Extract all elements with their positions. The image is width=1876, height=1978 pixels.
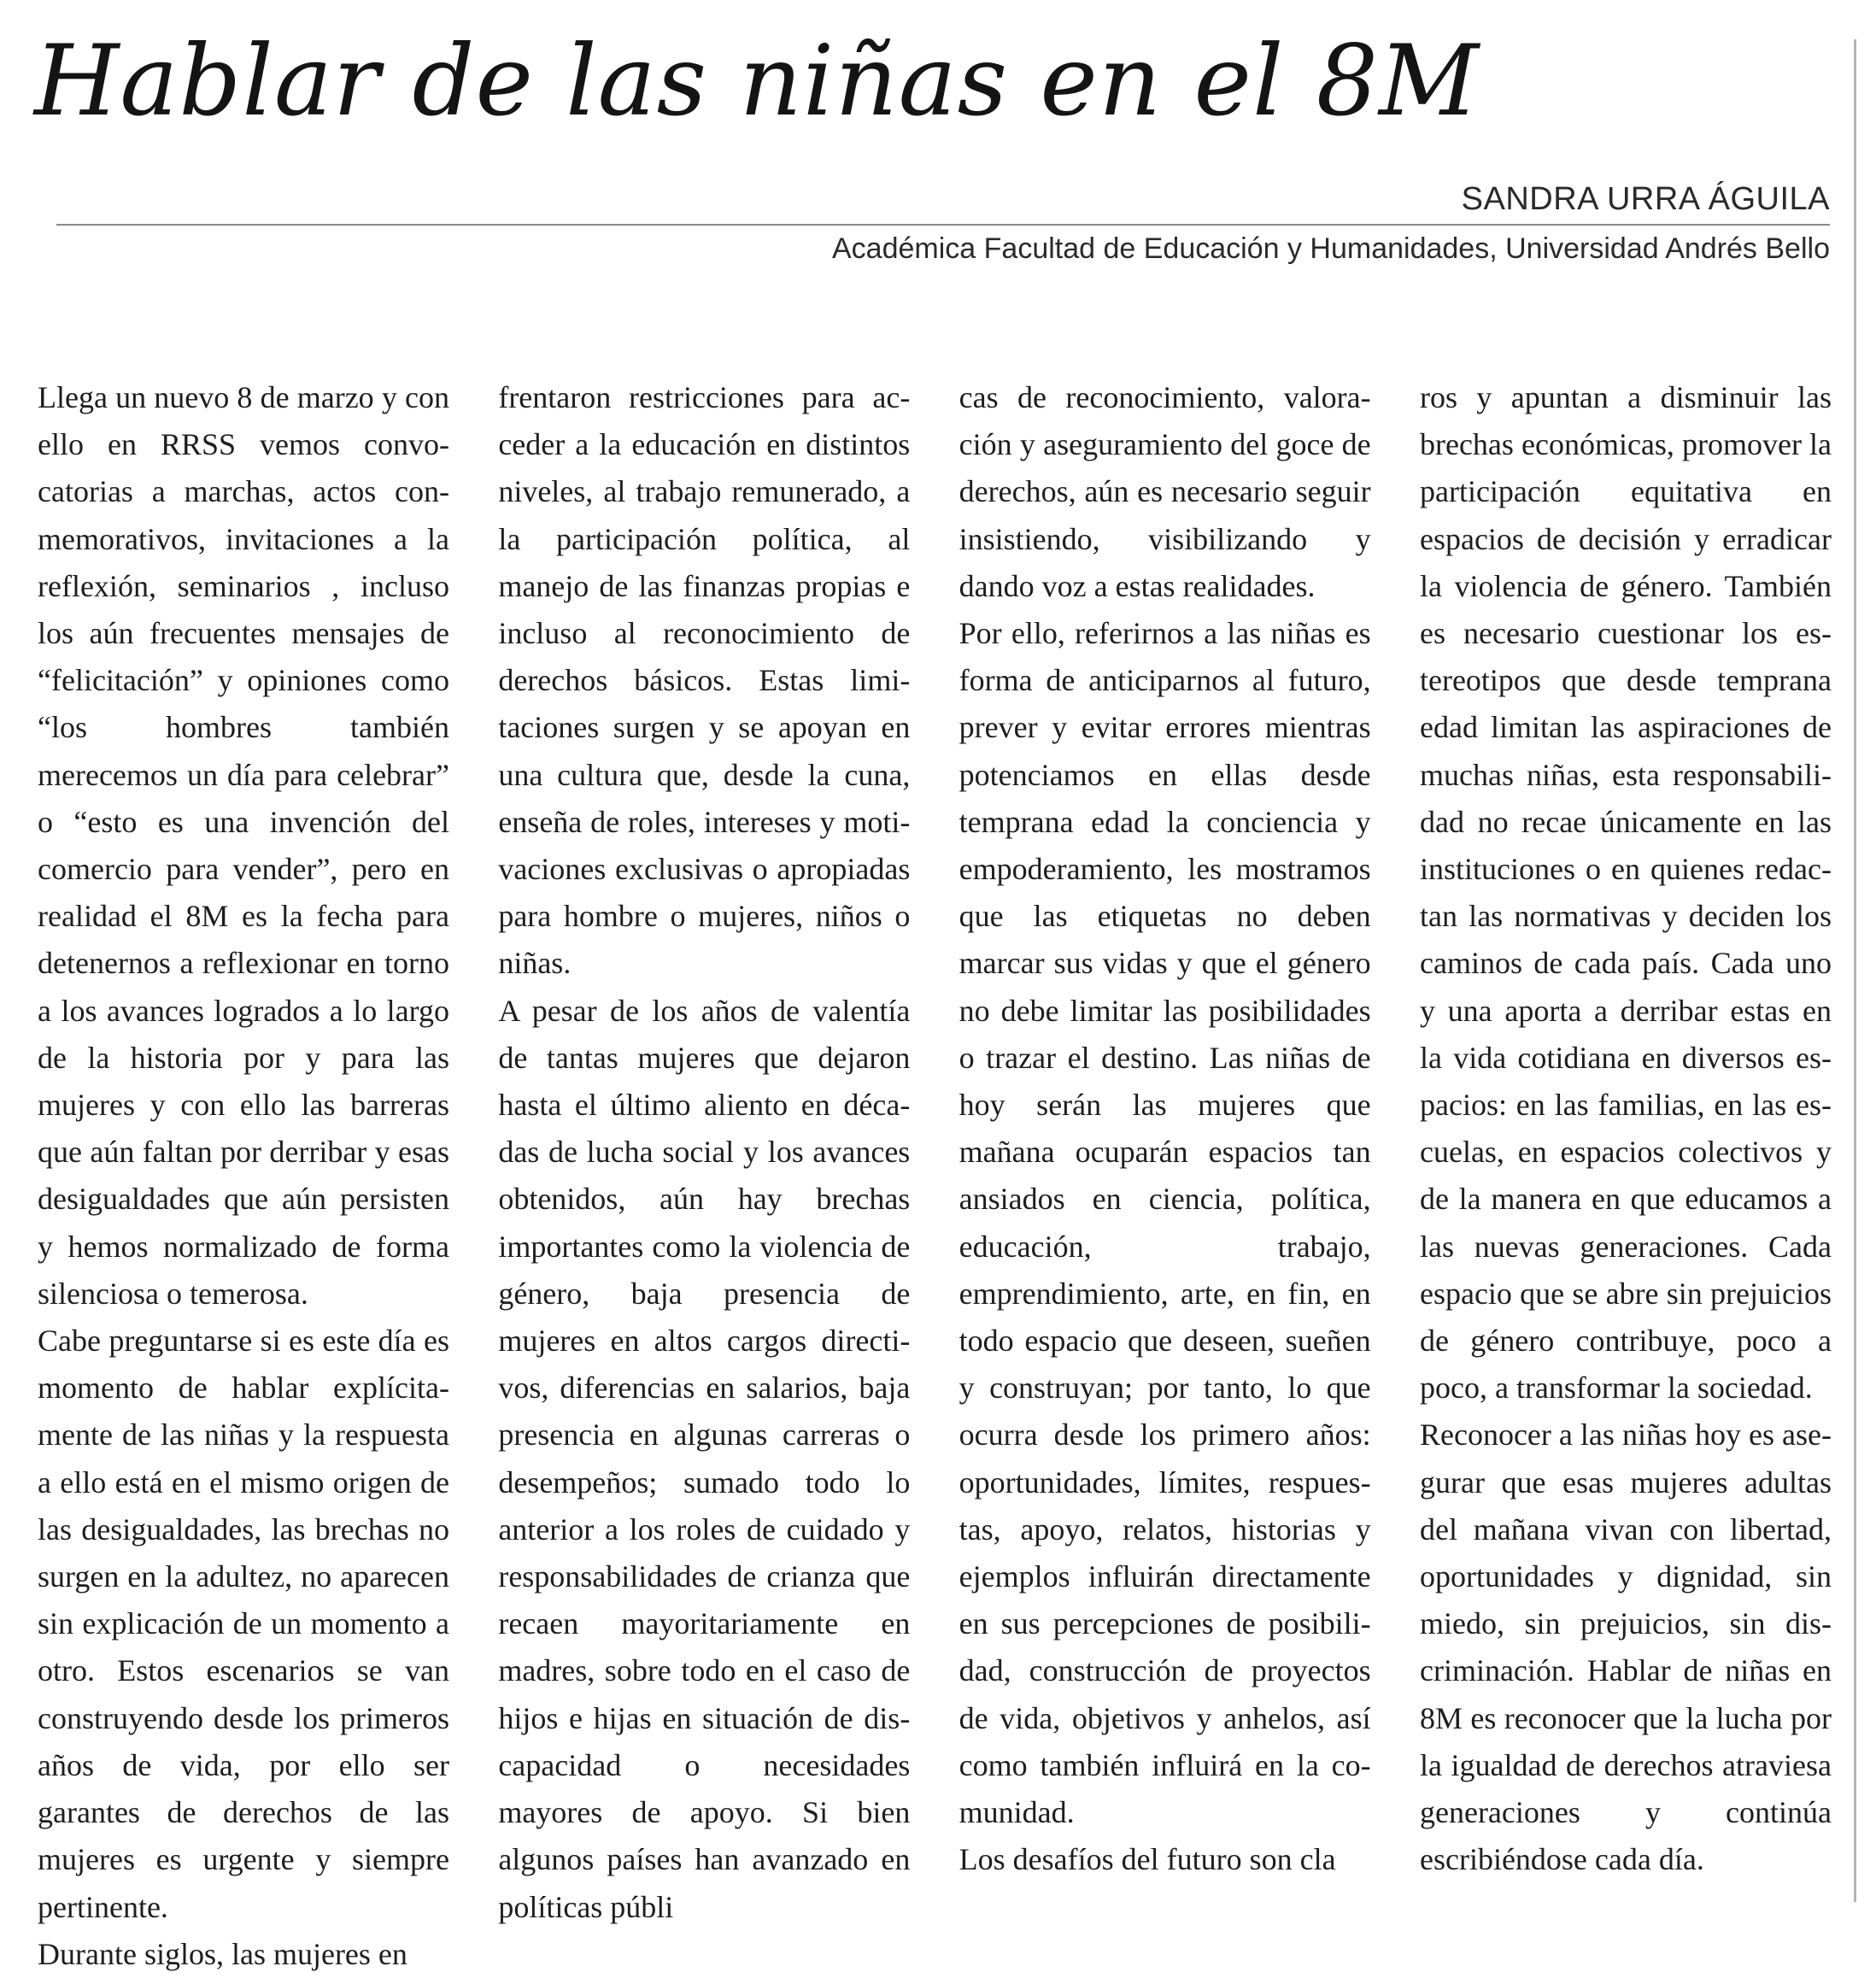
paragraph: A pesar de los años de valentía de tantas mujeres que dejaron hasta el último aliento en décadas de lucha social y los avances obtenidos, aún hay brechas importantes como la violencia de género, baja presencia de mujeres en altos cargos directivos, diferencias en salarios, baja presencia en algunas carreras o desempeños; sumado todo lo anterior a los roles de cuidado y responsabilidades de crianza que recaen mayoritariamente en madres, sobre todo en el caso de hijos e hijas en situación de discapacidad o necesidades mayores de apoyo. Si bien algunos países han avanzado en políticas públi xyxy=(498,993,911,1924)
paragraph: Llega un nuevo 8 de marzo y con ello en RRSS vemos convocatorias a marchas, actos conmemorativos, invitaciones a la reflexión, seminarios , incluso los aún frecuentes mensajes de “felicitación” y opiniones como “los hombres también merecemos un día para celebrar” o “esto es una invención del comercio para vender”, pero en realidad el 8M es la fecha para detenernos a reflexionar en torno a los avances logrados a lo largo de la historia por y para las mujeres y con ello las barreras que aún faltan por derribar y esas desigualdades que aún persisten y hemos normalizado de forma silenciosa o temerosa. xyxy=(38,380,449,1311)
column-3 xyxy=(959,374,1371,1904)
paragraph: Cabe preguntarse si es este día es momento de hablar explícitamente de las niñas y la respuesta a ello está en el mismo origen de las desigualdades, las brechas no surgen en la adultez, no aparecen sin explicación de un momento a otro. Estos escenarios se van construyendo desde los primeros años de vida, por ello ser garantes de derechos de las mujeres es urgente y siempre pertinente. xyxy=(38,1324,449,1924)
article-body xyxy=(38,374,1832,1971)
byline-divider xyxy=(56,224,1830,226)
paragraph: Los desafíos del futuro son cla xyxy=(959,1842,1336,1877)
page-edge-rule xyxy=(1854,39,1856,1902)
headline: Hablar de las niñas en el 8M xyxy=(34,24,1480,138)
paragraph: Por ello, referirnos a las niñas es forma de anticiparnos al futuro, prever y evitar errores mientras potenciamos en ellas desde temprana edad la conciencia y empoderamiento, les mostramos que las etiquetas no deben marcar sus vidas y que el género no debe limitar las posibilidades o trazar el destino. Las niñas de hoy serán las mujeres que mañana ocuparán espacios tan ansiados en ciencia, política, educación, trabajo, emprendimiento, arte, en fin, en todo espacio que deseen, sueñen y construyan; por tanto, lo que ocurra desde los primero años: oportunidades, límites, respuestas, apoyo, relatos, historias y ejemplos influirán directamente en sus percepciones de posibilidad, construcción de proyectos de vida, objetivos y anhelos, así como también influirá en la comunidad. xyxy=(959,616,1371,1830)
author-affiliation: Académica Facultad de Educación y Humanidades, Universidad Andrés Bello xyxy=(832,232,1830,265)
paragraph: ros y apuntan a disminuir las brechas económicas, promover la participación equitativa en espacios de decisión y erradicar la violencia de género. También es necesario cuestionar los estereotipos que desde temprana edad limitan las aspiraciones de muchas niñas, esta responsabilidad no recae únicamente en las instituciones o en quienes redactan las normativas y deciden los caminos de cada país. Cada uno y una aporta a derribar estas en la vida cotidiana en diversos espacios: en las familias, en las escuelas, en espacios colectivos y de la manera en que educamos a las nuevas generaciones. Cada espacio que se abre sin prejuicios de género contribuye, poco a poco, a transformar la sociedad. xyxy=(1419,380,1832,1406)
column-4 xyxy=(1420,374,1832,1904)
paragraph: Reconocer a las niñas hoy es asegurar que esas mujeres adultas del mañana vivan con libertad, oportunidades y dignidad, sin miedo, sin prejuicios, sin discriminación. Hablar de niñas en 8M es reconocer que la lucha por la igualdad de derechos atraviesa generaciones y continúa escribiéndose cada día. xyxy=(1419,1417,1832,1877)
author-name: SANDRA URRA ÁGUILA xyxy=(1461,181,1830,217)
paragraph: Durante siglos, las mujeres en xyxy=(38,1936,407,1971)
column-1 xyxy=(38,374,449,1971)
column-2 xyxy=(498,374,911,1924)
paragraph: cas de reconocimiento, valoración y aseguramiento del goce de derechos, aún es necesario seguir insistiendo, visibilizando y dando voz a estas realidades. xyxy=(959,380,1371,603)
paragraph: frentaron restricciones para acceder a la educación en distintos niveles, al trabajo remunerado, a la participación política, al manejo de las finanzas propias e incluso al reconocimiento de derechos básicos. Estas limitaciones surgen y se apoyan en una cultura que, desde la cuna, enseña de roles, intereses y motivaciones exclusivas o apropiadas para hombre o mujeres, niños o niñas. xyxy=(498,380,911,981)
